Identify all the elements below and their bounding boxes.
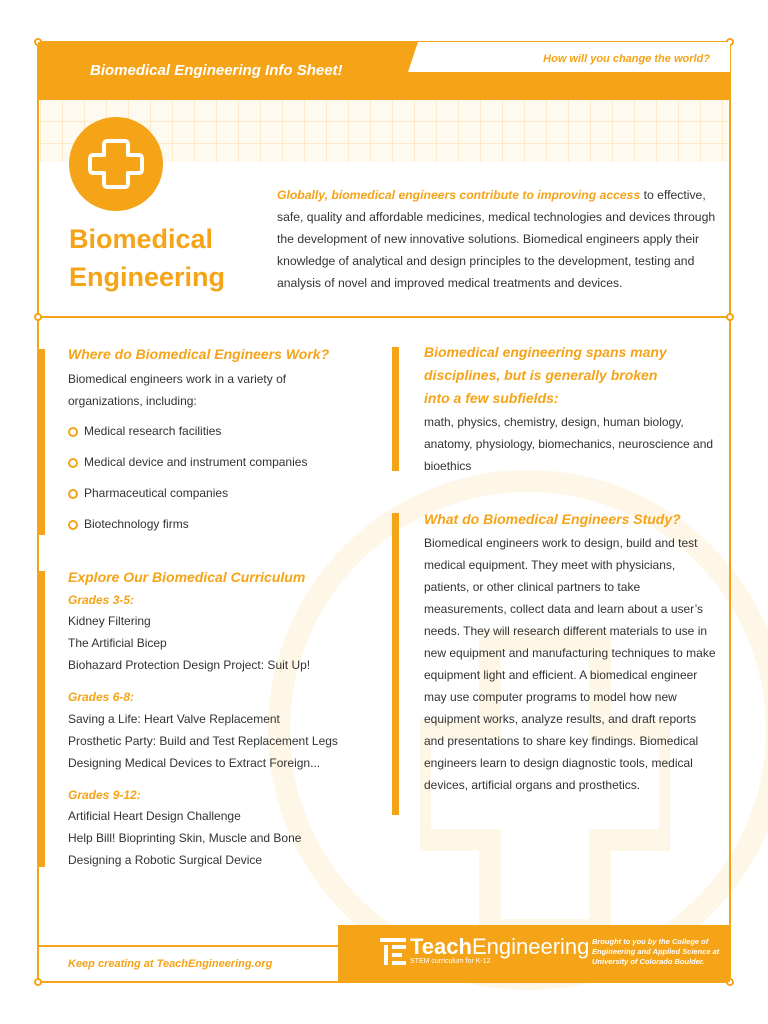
intro-lead: Globally, biomedical engineers contribute to improving access (277, 188, 641, 202)
section-bar-study (392, 513, 399, 815)
medical-cross-icon (69, 117, 163, 211)
header-title: Biomedical Engineering Info Sheet! (90, 62, 343, 79)
list-item: Biotechnology firms (68, 513, 307, 544)
course-link[interactable]: Kidney Filtering (68, 614, 151, 628)
frame-divider (38, 316, 730, 318)
list-item: Pharmaceutical companies (68, 482, 307, 513)
section-bar-subfields (392, 347, 399, 471)
brand-subtitle: STEM curriculum for K-12 (410, 958, 491, 965)
page-title (69, 220, 225, 296)
course-link[interactable]: Designing Medical Devices to Extract Foreign... (68, 756, 321, 770)
course-link[interactable]: Help Bill! Bioprinting Skin, Muscle and Bone (68, 831, 302, 845)
course-link[interactable]: Prosthetic Party: Build and Test Replacement Legs (68, 734, 338, 748)
bullet-icon (68, 520, 78, 530)
frame-footer-divider (38, 945, 338, 947)
frame-dot-mr (726, 313, 734, 321)
frame-dot-ml (34, 313, 42, 321)
course-link[interactable]: The Artificial Bicep (68, 636, 167, 650)
bullet-icon (68, 458, 78, 468)
page-title-line2: Engineering (69, 262, 226, 292)
subfields-body: math, physics, chemistry, design, human biology, anatomy, physiology, biomechanics, neuroscience and bioethics (424, 415, 714, 473)
frame-dot-bl (34, 978, 42, 986)
course-link[interactable]: Biohazard Protection Design Project: Suit Up! (68, 658, 311, 672)
footer-link[interactable]: Keep creating at TeachEngineering.org (68, 958, 273, 970)
teachengineering-logo-icon (380, 938, 406, 968)
grade-label: Grades 9-12: (68, 788, 141, 802)
section-bar-curriculum (38, 571, 45, 867)
study-body: Biomedical engineers work to design, build and test medical equipment. They meet with physicians, patients, or other clinical partners to take measurements, collect data and learn about a user’s needs. They will research different materials to use in new equipment and manufacturing techniques to make equipment light and efficient. A biomedical engineer may use computer programs to model how new equipment works, analyze results, and draft reports and presentations to share key findings. Biomedical engineers learn to design diagnostic tools, medical devices, artificial organs and prosthetics. (424, 536, 716, 792)
section-bar-work (38, 349, 45, 535)
list-item: Medical device and instrument companies (68, 451, 307, 482)
work-heading: Where do Biomedical Engineers Work? (68, 346, 330, 362)
bullet-icon (68, 489, 78, 499)
subfields-heading-line1: Biomedical engineering spans many (424, 344, 667, 360)
bullet-icon (68, 427, 78, 437)
grade-label: Grades 6-8: (68, 690, 135, 704)
header-tagline: How will you change the world? (543, 53, 710, 65)
course-link[interactable]: Artificial Heart Design Challenge (68, 809, 241, 823)
course-link[interactable]: Saving a Life: Heart Valve Replacement (68, 712, 280, 726)
brand-credit: Brought to you by the College of Engineering and Applied Science at University of Colorado Boulder. (592, 937, 720, 966)
intro-rest: to effective, safe, quality and affordable medicines, medical technologies and devices through the development of new innovative solutions. Biomedical engineers apply their knowledge of analytical and design principles to the development, testing and analysis of novel and improved medical treatments and devices. (277, 188, 716, 290)
brand-name: TeachEngineering (410, 934, 590, 959)
course-link[interactable]: Designing a Robotic Surgical Device (68, 853, 263, 867)
intro-paragraph (277, 184, 717, 294)
subfields-heading-line2: disciplines, but is generally broken (424, 367, 658, 383)
subfields-heading-line3: into a few subfields: (424, 390, 559, 406)
curriculum-heading: Explore Our Biomedical Curriculum (68, 569, 306, 585)
work-list (68, 420, 307, 544)
list-item: Medical research facilities (68, 420, 307, 451)
subfields-heading (424, 341, 667, 410)
header-band (38, 42, 730, 100)
grade-label: Grades 3-5: (68, 593, 135, 607)
study-heading: What do Biomedical Engineers Study? (424, 511, 681, 527)
work-intro: Biomedical engineers work in a variety of organizations, including: (68, 372, 287, 408)
page-title-line1: Biomedical (69, 224, 214, 254)
